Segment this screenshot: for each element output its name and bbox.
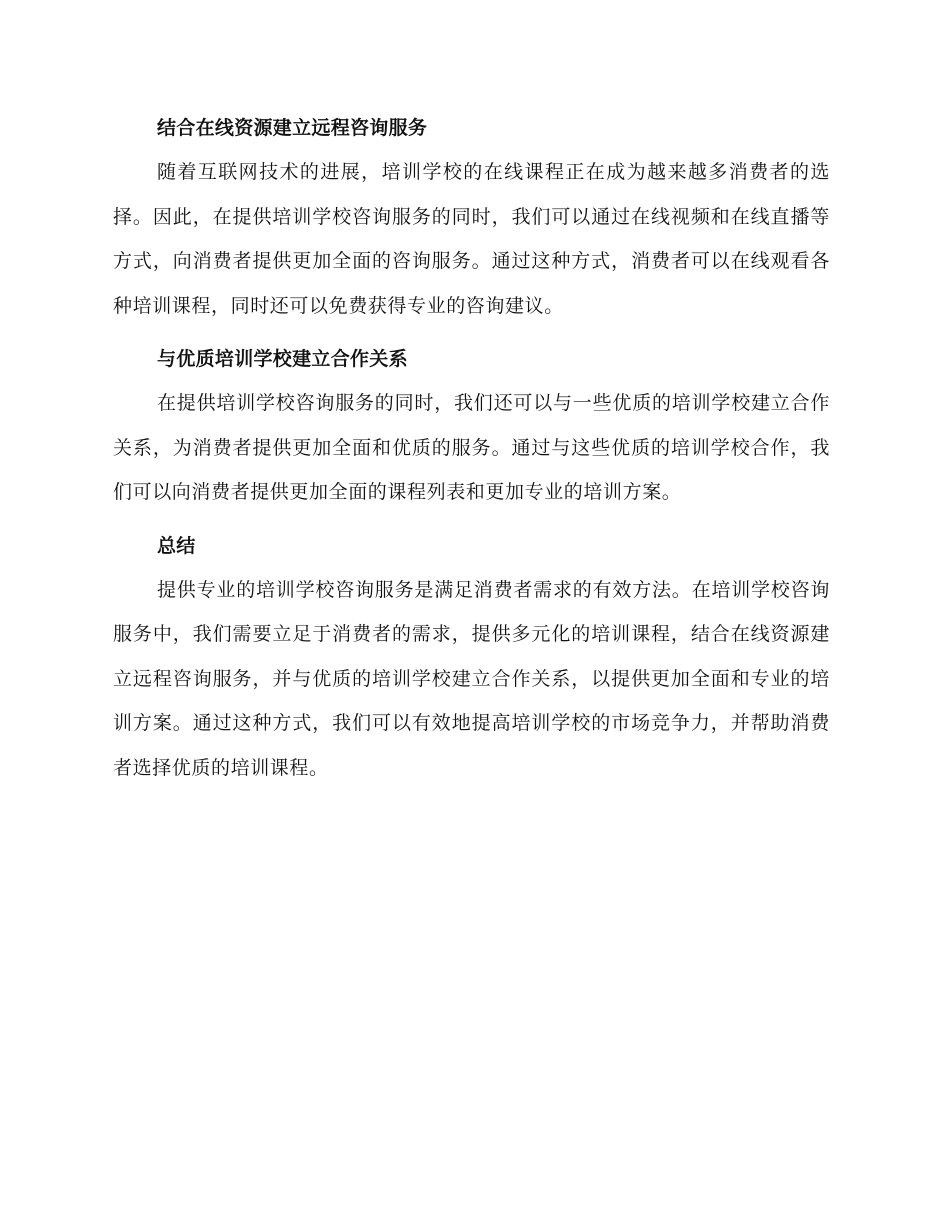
document-page xyxy=(113,110,830,803)
section-heading: 与优质培训学校建立合作关系 xyxy=(157,348,408,370)
section-paragraph: 提供专业的培训学校咨询服务是满足消费者需求的有效方法。在培训学校咨询服务中，我们需要立足于消费者的需求，提供多元化的培训课程，结合在线资源建立远程咨询服务，并与优质的培训学校建立合作关系，以提供更加全面和专业的培训方案。通过这种方式，我们可以有效地提高培训学校的市场竞争力，并帮助消费者选择优质的培训课程。 xyxy=(113,578,830,779)
section-paragraph: 在提供培训学校咨询服务的同时，我们还可以与一些优质的培训学校建立合作关系，为消费者提供更加全面和优质的服务。通过与这些优质的培训学校合作，我们可以向消费者提供更加全面的课程列表和更加专业的培训方案。 xyxy=(113,392,830,503)
section-heading: 总结 xyxy=(157,534,196,557)
section-summary xyxy=(113,528,830,791)
section-online-consulting xyxy=(113,110,830,328)
section-heading: 结合在线资源建立远程咨询服务 xyxy=(157,117,428,139)
section-partnership xyxy=(113,341,830,515)
section-paragraph: 随着互联网技术的进展，培训学校的在线课程正在成为越来越多消费者的选择。因此，在提供培训学校咨询服务的同时，我们可以通过在线视频和在线直播等方式，向消费者提供更加全面的咨询服务。通过这种方式，消费者可以在线观看各种培训课程，同时还可以免费获得专业的咨询建议。 xyxy=(113,161,830,317)
